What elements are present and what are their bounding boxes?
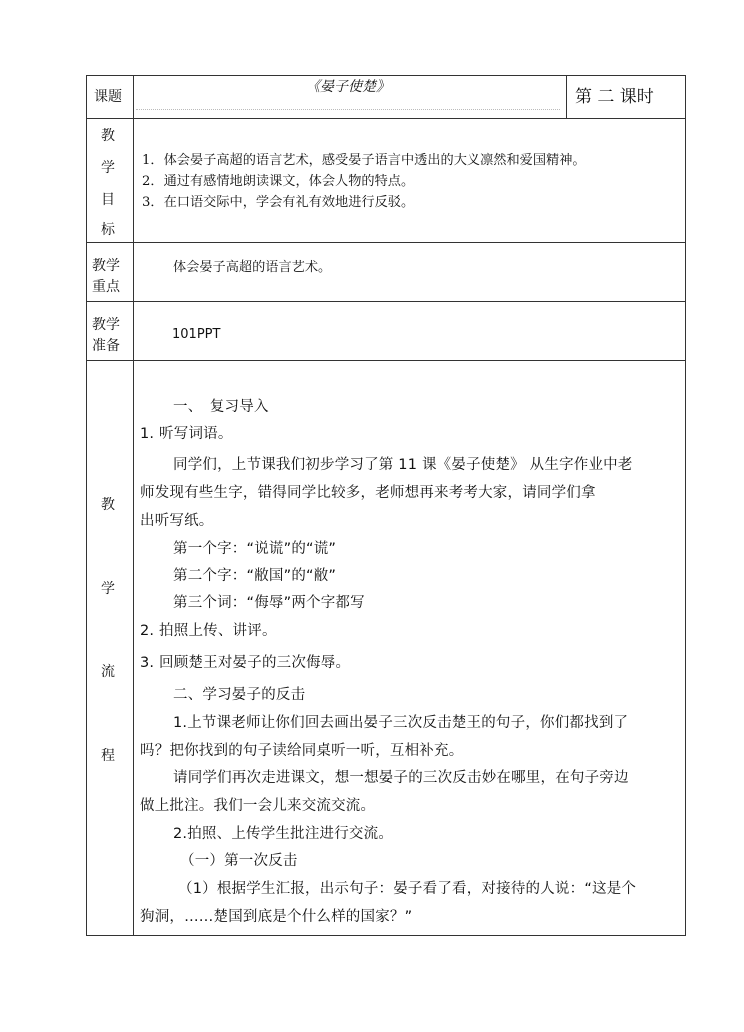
dictation-word-2: 第二个字：“敝国”的“敝” bbox=[173, 568, 337, 584]
dictation-word-3: 第三个词：“侮辱”两个字都写 bbox=[173, 595, 365, 611]
label-column-divider bbox=[133, 75, 134, 936]
paragraph-line: （1）根据学生汇报，出示句子：晏子看了看，对接待的人说：“这是个 bbox=[178, 881, 637, 897]
paragraph-line: 狗洞，……楚国到底是个什么样的国家？” bbox=[140, 909, 413, 925]
objectives-label-char-1: 教 bbox=[101, 128, 115, 144]
focus-label-line2: 重点 bbox=[92, 279, 120, 295]
objective-item-3: 3．在口语交际中，学会有礼有效地进行反驳。 bbox=[142, 195, 415, 210]
table-border-top bbox=[86, 75, 686, 76]
paragraph-line: 1.上节课老师让你们回去画出晏子三次反击楚王的句子，你们都找到了 bbox=[173, 715, 629, 731]
paragraph-line: 同学们，上节课我们初步学习了第 11 课《晏子使楚》 从生字作业中老 bbox=[173, 457, 633, 473]
table-border-bottom bbox=[86, 935, 686, 936]
row-divider-3 bbox=[86, 301, 686, 302]
section-heading-review: 一、 复习导入 bbox=[173, 399, 269, 415]
step-dictation: 1. 听写词语。 bbox=[140, 426, 233, 442]
step-photo-annotations: 2.拍照、上传学生批注进行交流。 bbox=[173, 826, 394, 842]
topic-label: 课题 bbox=[94, 89, 122, 105]
prep-label-line1: 教学 bbox=[92, 317, 120, 333]
objectives-label-char-4: 标 bbox=[101, 222, 115, 238]
objectives-label-char-2: 学 bbox=[101, 160, 115, 176]
row-divider-4 bbox=[86, 360, 686, 361]
dictation-word-1: 第一个字：“说谎”的“谎” bbox=[173, 541, 337, 557]
process-label-char-1: 教 bbox=[101, 497, 115, 513]
table-border-right bbox=[685, 75, 686, 936]
focus-label-line1: 教学 bbox=[92, 258, 120, 274]
paragraph-line: 师发现有些生字，错得同学比较多，老师想再来考考大家，请同学们拿 bbox=[140, 485, 596, 501]
table-border-left bbox=[86, 75, 87, 936]
title-underline bbox=[136, 109, 560, 110]
process-label-char-3: 流 bbox=[101, 664, 115, 680]
paragraph-line: 做上批注。我们一会儿来交流交流。 bbox=[140, 798, 376, 814]
paragraph-line: 请同学们再次走进课文，想一想晏子的三次反击妙在哪里，在句子旁边 bbox=[173, 770, 629, 786]
paragraph-line: 出听写纸。 bbox=[140, 513, 214, 529]
section-heading-counter: 二、学习晏子的反击 bbox=[173, 687, 306, 703]
row-divider-2 bbox=[86, 242, 686, 243]
process-label-char-4: 程 bbox=[101, 748, 115, 764]
lesson-number: 第 二 课时 bbox=[575, 87, 654, 107]
subheading-first-counter: （一）第一次反击 bbox=[180, 853, 298, 869]
prep-text: 101PPT bbox=[172, 327, 221, 342]
focus-text: 体会晏子高超的语言艺术。 bbox=[173, 260, 332, 275]
step-photo-upload: 2. 拍照上传、讲评。 bbox=[140, 623, 277, 639]
objective-item-1: 1．体会晏子高超的语言艺术，感受晏子语言中透出的大义凛然和爱国精神。 bbox=[142, 153, 586, 168]
paragraph-line: 吗？把你找到的句子读给同桌听一听，互相补充。 bbox=[140, 743, 464, 759]
lesson-title: 《晏子使楚》 bbox=[306, 79, 390, 95]
objectives-label-char-3: 目 bbox=[101, 192, 115, 208]
lesson-cell-divider bbox=[566, 75, 567, 119]
objective-item-2: 2．通过有感情地朗读课文，体会人物的特点。 bbox=[142, 174, 415, 189]
row-divider-1 bbox=[86, 118, 686, 119]
prep-label-line2: 准备 bbox=[92, 338, 120, 354]
process-label-char-2: 学 bbox=[101, 581, 115, 597]
step-review-insults: 3. 回顾楚王对晏子的三次侮辱。 bbox=[140, 655, 351, 671]
